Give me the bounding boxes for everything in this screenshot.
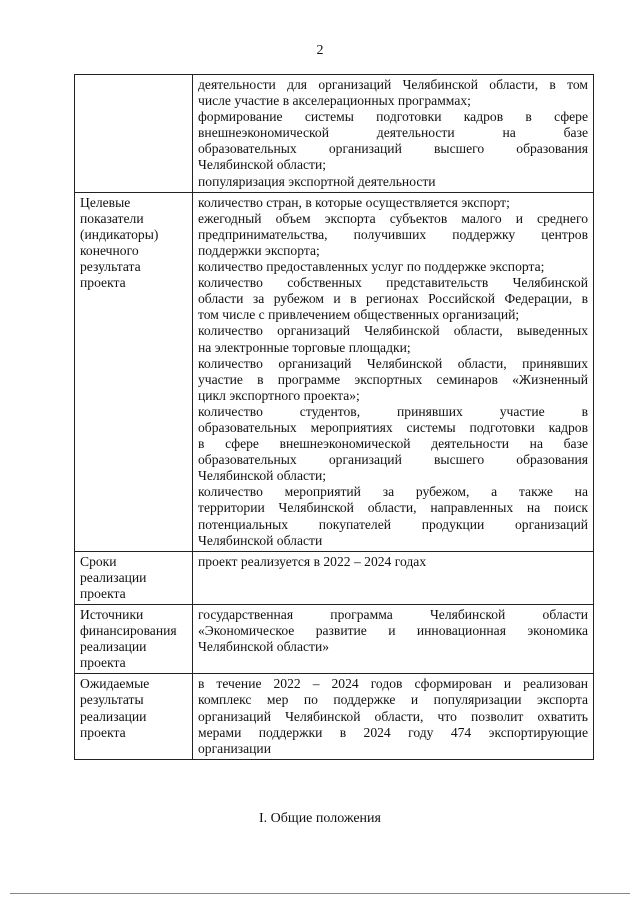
table-row-timeline xyxy=(75,551,594,604)
text-line: потенциальных покупателей продукции организаций xyxy=(198,516,588,532)
label-line: Источники xyxy=(80,607,144,622)
label-line: реализации xyxy=(80,569,147,585)
row-content-timeline xyxy=(193,551,594,604)
row-content-expected-results xyxy=(193,674,594,759)
table-row-indicators xyxy=(75,192,594,551)
text-line: количество стран, в которые осуществляется экспорт; xyxy=(198,194,510,210)
text-line: количество организаций Челябинской области, принявших xyxy=(198,355,588,371)
label-line: Сроки xyxy=(80,553,117,569)
text-line: деятельности для организаций Челябинской области, в том xyxy=(198,77,588,92)
section-heading: I. Общие положения xyxy=(259,811,381,826)
text-line: внешнеэкономической деятельности на базе xyxy=(198,125,588,141)
text-line: государственная программа Челябинской области xyxy=(198,607,588,622)
text-line: цикл экспортного проекта»; xyxy=(198,387,360,403)
label-line: результата xyxy=(80,259,141,275)
text-line: участие в программе экспортных семинаров «Жизненный xyxy=(198,371,588,387)
text-line: Челябинской области xyxy=(198,532,323,548)
label-line: реализации xyxy=(80,708,147,724)
text-line: в течение 2022 – 2024 годов сформирован и реализован xyxy=(198,676,588,692)
row-content-funding xyxy=(193,605,594,674)
text-line: образовательных организаций высшего образования xyxy=(198,452,588,468)
table-row-continuation xyxy=(75,75,594,193)
project-passport-table xyxy=(74,74,594,760)
text-line: на электронные торговые площадки; xyxy=(198,339,411,355)
label-line: проекта xyxy=(80,655,126,671)
text-line: поддержки экспорта; xyxy=(198,242,320,258)
text-line: ежегодный объем экспорта субъектов малого и среднего xyxy=(198,210,588,226)
label-line: проекта xyxy=(80,724,126,740)
row-content-indicators xyxy=(193,192,594,551)
text-line: организаций Челябинской области, что позволит охватить xyxy=(198,708,588,724)
text-line: количество предоставленных услуг по поддержке экспорта; xyxy=(198,259,545,275)
text-line: Челябинской области; xyxy=(198,157,327,173)
text-line: «Экономическое развитие и инновационная экономика xyxy=(198,623,588,639)
text-line: организации xyxy=(198,740,271,756)
row-label-empty xyxy=(75,75,193,193)
page-bottom-rule xyxy=(10,893,630,894)
label-line: Ожидаемые xyxy=(80,676,150,692)
label-line: реализации xyxy=(80,639,147,655)
text-line: проект реализуется в 2022 – 2024 годах xyxy=(198,553,427,569)
text-line: количество студентов, принявших участие в xyxy=(198,403,588,419)
label-line: конечного xyxy=(80,242,139,258)
text-line: том числе с привлечением общественных организаций; xyxy=(198,307,520,323)
page-number: 2 xyxy=(316,43,324,58)
label-line: проекта xyxy=(80,275,126,291)
text-line: популяризация экспортной деятельности xyxy=(198,173,436,189)
text-line: количество мероприятий за рубежом, а также на xyxy=(198,484,588,500)
row-label-expected-results xyxy=(75,674,193,759)
label-line: (индикаторы) xyxy=(80,226,159,242)
row-label-timeline xyxy=(75,551,193,604)
label-line: проекта xyxy=(80,585,126,601)
row-label-funding xyxy=(75,605,193,674)
text-line: числе участие в акселерационных программах; xyxy=(198,93,471,109)
text-line: образовательных организаций высшего образования xyxy=(198,141,588,157)
text-line: количество организаций Челябинской области, выведенных xyxy=(198,323,588,339)
label-line: Целевые xyxy=(80,194,131,210)
text-line: в сфере внешнеэкономической деятельности на базе xyxy=(198,436,588,452)
label-line: результаты xyxy=(80,692,144,708)
text-line: территории Челябинской области, направленных на поиск xyxy=(198,500,588,516)
text-line: Челябинской области; xyxy=(198,468,327,484)
text-line: области за рубежом и в регионах Российской Федерации, в xyxy=(198,291,588,307)
row-label-indicators xyxy=(75,192,193,551)
table-row-funding xyxy=(75,605,594,674)
text-line: Челябинской области» xyxy=(198,639,330,655)
label-line: показатели xyxy=(80,210,144,226)
row-content-continuation xyxy=(193,75,594,193)
text-line: комплекс мер по поддержке и популяризации экспорта xyxy=(198,692,588,708)
text-line: количество собственных представительств Челябинской xyxy=(198,275,588,291)
label-line: финансирования xyxy=(80,623,177,639)
text-line: предпринимательства, получивших поддержку центров xyxy=(198,226,588,242)
text-line: формирование системы подготовки кадров в сфере xyxy=(198,109,588,125)
table-row-expected-results xyxy=(75,674,594,759)
text-line: мерами поддержки в 2024 году 474 экспортирующие xyxy=(198,724,588,740)
text-line: образовательных мероприятиях системы подготовки кадров xyxy=(198,419,588,435)
